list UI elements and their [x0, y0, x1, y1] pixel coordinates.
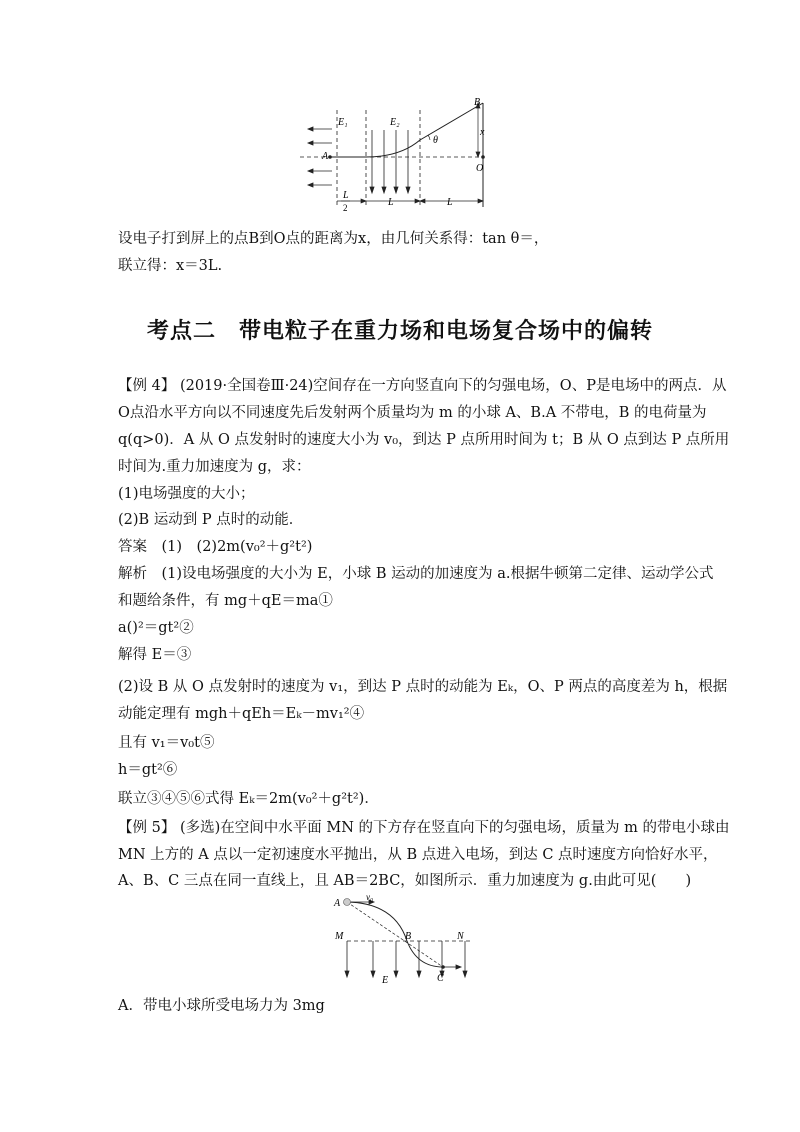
section-title: 考点二 带电粒子在重力场和电场复合场中的偏转 [146, 319, 653, 344]
theta-label: θ [433, 135, 438, 146]
solution-line-6: 动能定理有 mgh＋qEh＝Eₖ－mv₁²④ [118, 706, 365, 722]
solution-line-9: 联立③④⑤⑥式得 Eₖ＝2m(v₀²＋g²t²)． [118, 791, 379, 807]
example4-line-2: O点沿水平方向以不同速度先后发射两个质量均为 m 的小球 A、B.A 不带电，B 的电荷量为 [118, 405, 707, 421]
example5-line-1: 【例 5】 (多选)在空间中水平面 MN 的下方存在竖直向下的匀强电场，质量为 m 的带电小球由 [118, 820, 730, 836]
figure-projectile-diagram [325, 893, 485, 988]
solution-line-7: 且有 v₁＝v₀t⑤ [118, 735, 215, 751]
e-field-label: E [382, 975, 389, 986]
point-a-label: A [322, 151, 329, 162]
solution-line-3: a()²＝gt²② [118, 620, 194, 636]
point-o-label: O [476, 163, 484, 174]
solution-line-5: (2)设 B 从 O 点发射时的速度为 v₁，到达 P 点时的动能为 Eₖ，O、P 两点的高度差为 h，根据 [118, 679, 728, 695]
point-a-label: A [334, 898, 341, 909]
point-n-label: N [457, 931, 464, 942]
point-m-label: M [335, 931, 344, 942]
point-b-label: B [405, 931, 412, 942]
question-2: (2)B 运动到 P 点时的动能． [118, 512, 304, 528]
x-label: x [480, 127, 485, 138]
e2-label: E₂ [390, 117, 400, 128]
figure-deflection-diagram [300, 95, 510, 220]
solution-line-2: 和题给条件，有 mg＋qE＝ma① [118, 593, 333, 609]
solution-line-4: 解得 E＝③ [118, 647, 192, 663]
point-c-label: C [437, 973, 444, 984]
half-l-denominator: 2 [343, 203, 348, 213]
example4-line-3: q(q>0)．A 从 O 点发射时的速度大小为 v₀，到达 P 点所用时间为 t；B 从 O 点到达 P 点所用 [118, 432, 730, 448]
option-a: A．带电小球所受电场力为 3mg [118, 998, 325, 1014]
e1-label: E₁ [338, 117, 348, 128]
example5-line-3: A、B、C 三点在同一直线上，且 AB＝2BC，如图所示．重力加速度为 g.由此可见( ) [118, 873, 692, 889]
question-1: (1)电场强度的大小； [118, 486, 255, 502]
example4-line-1: 【例 4】 (2019·全国卷Ⅲ·24)空间存在一方向竖直向下的匀强电场，O、P是电场中的两点．从 [118, 378, 727, 394]
text-line-2: 联立得：x＝3L. [118, 258, 223, 274]
solution-line-8: h＝gt²⑥ [118, 762, 178, 778]
l-mid-label: L [388, 197, 394, 208]
l-right-label: L [447, 197, 453, 208]
answer-line: 答案 (1) (2)2m(v₀²＋g²t²) [118, 539, 313, 555]
half-l-numerator: L [343, 190, 349, 201]
solution-line-1: 解析 (1)设电场强度的大小为 E，小球 B 运动的加速度为 a.根据牛顿第二定律、运动学公式 [118, 566, 714, 582]
v0-label: v₀ [366, 893, 374, 902]
point-b-label: B [474, 97, 481, 108]
example5-line-2: MN 上方的 A 点以一定初速度水平抛出，从 B 点进入电场，到达 C 点时速度方向恰好水平， [118, 847, 718, 863]
example4-line-4: 时间为.重力加速度为 g，求： [118, 459, 311, 475]
text-line-1: 设电子打到屏上的点B到O点的距离为x，由几何关系得：tan θ＝， [118, 231, 549, 247]
